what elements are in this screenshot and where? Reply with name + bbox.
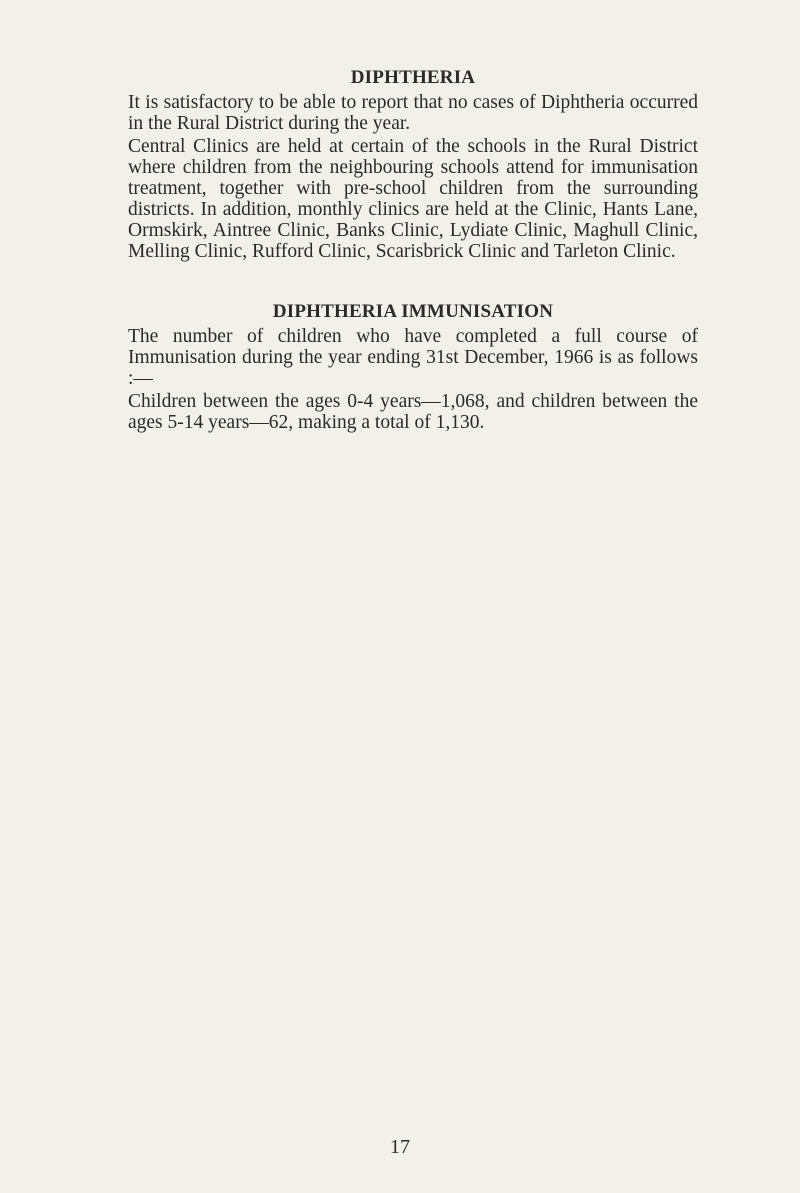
paragraph-children-ages: Children between the ages 0-4 years—1,068, and children between the ages 5-14 years—62, making a total of 1,130. (128, 391, 698, 433)
section-heading-diphtheria: DIPHTHERIA (350, 67, 476, 88)
page-content (128, 66, 698, 433)
section-heading-immunisation: DIPHTHERIA IMMUNISATION (272, 301, 554, 322)
paragraph-central-clinics: Central Clinics are held at certain of the schools in the Rural District where children from the neighbouring schools attend for immunisation treatment, together with pre-school children from the surrounding districts. In addition, monthly clinics are held at the Clinic, Hants Lane, Ormskirk, Aintree Clinic, Banks Clinic, Lydiate Clinic, Maghull Clinic, Melling Clinic, Rufford Clinic, Scarisbrick Clinic and Tarleton Clinic. (128, 136, 698, 262)
paragraph-number-of-children: The number of children who have completed a full course of Immunisation during the year ending 31st December, 1966 is as follows :— (128, 326, 698, 389)
page-number: 17 (390, 1136, 410, 1158)
paragraph-no-cases: It is satisfactory to be able to report that no cases of Diphtheria occurred in the Rural District during the year. (128, 92, 698, 134)
